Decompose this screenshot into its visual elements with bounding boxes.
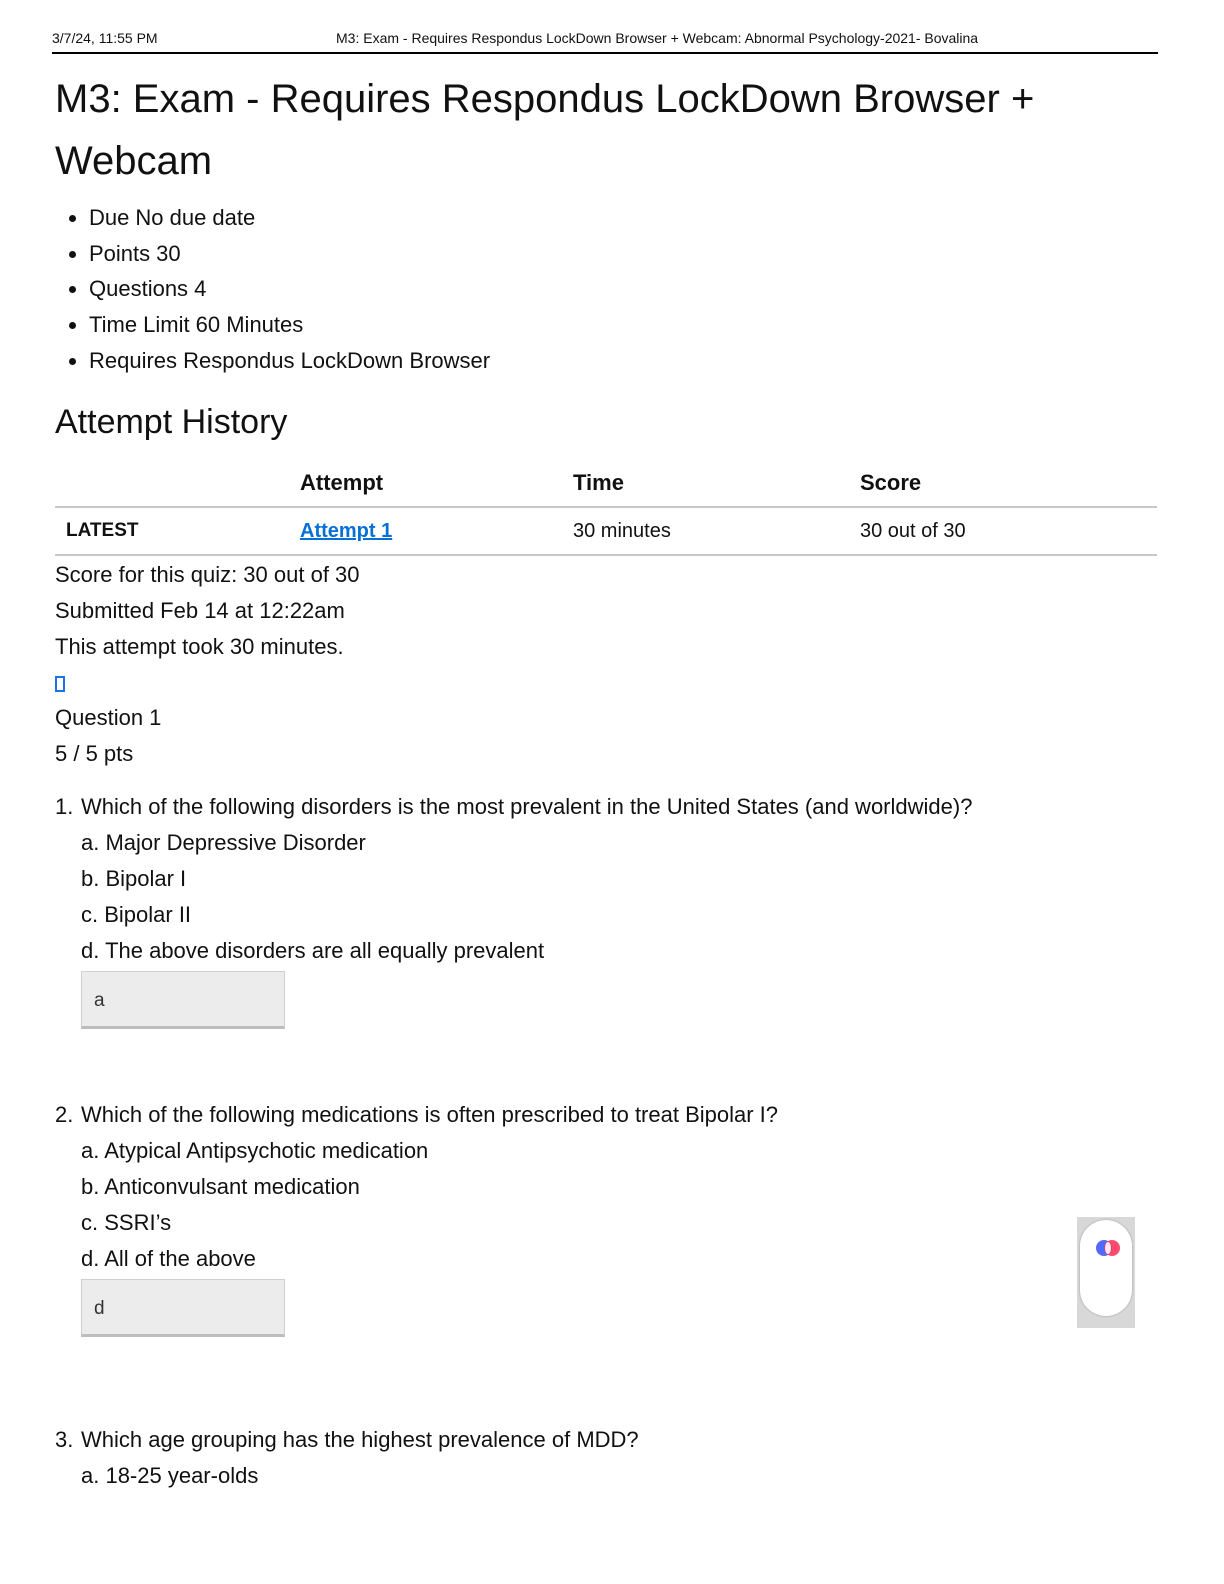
option-d: d. All of the above <box>81 1246 256 1271</box>
detail-label: Questions <box>89 276 189 302</box>
latest-tag: LATEST <box>55 507 300 555</box>
option-c: c. SSRI’s <box>81 1210 172 1235</box>
question-label: Question 1 <box>55 705 162 730</box>
floating-assistant-widget[interactable] <box>1077 1217 1135 1328</box>
column-header-attempt: Attempt <box>300 460 573 507</box>
attempt-time: 30 minutes <box>573 507 860 555</box>
option-c: c. Bipolar II <box>81 902 192 927</box>
detail-value: 4 <box>194 276 207 302</box>
flag-question-icon[interactable] <box>55 676 65 692</box>
detail-lockdown <box>55 343 490 379</box>
question-text <box>55 789 972 825</box>
print-title: M3: Exam - Requires Respondus LockDown Browser + Webcam: Abnormal Psychology-2021- Bovalina <box>336 30 979 46</box>
widget-pill[interactable] <box>1080 1220 1132 1316</box>
option-a: a. 18-25 year-olds <box>81 1463 259 1488</box>
question-text <box>55 1422 639 1458</box>
detail-time-limit <box>55 307 490 343</box>
option-b: b. Anticonvulsant medication <box>81 1174 360 1199</box>
option-a: a. Atypical Antipsychotic medication <box>81 1138 429 1163</box>
header-rule <box>52 52 1158 54</box>
column-header-score: Score <box>860 460 1157 507</box>
option-b: b. Bipolar I <box>81 866 187 891</box>
attempt-1-link[interactable]: Attempt 1 <box>300 519 393 542</box>
question-prompt: Which age grouping has the highest prevalence of MDD? <box>81 1427 639 1452</box>
page-title: M3: Exam - Requires Respondus LockDown Browser + Webcam <box>55 77 1035 183</box>
print-date: 3/7/24, 11:55 PM <box>52 30 158 46</box>
detail-label: Points <box>89 240 151 266</box>
table-row <box>55 507 1157 555</box>
question-text <box>55 1097 778 1133</box>
question-prompt: Which of the following disorders is the most prevalent in the United States (and worldwide)? <box>81 794 973 819</box>
column-header-time: Time <box>573 460 860 507</box>
detail-value: 60 Minutes <box>195 312 304 338</box>
answer-field[interactable]: a <box>81 971 285 1029</box>
submitted-text: Submitted Feb 14 at 12:22am <box>55 598 345 623</box>
question-2 <box>55 1097 778 1337</box>
print-header <box>52 28 1158 50</box>
detail-value: 30 <box>156 240 181 266</box>
option-a: a. Major Depressive Disorder <box>81 830 366 855</box>
attempt-summary <box>55 557 360 665</box>
detail-due <box>55 200 490 236</box>
question-3 <box>55 1422 639 1494</box>
detail-value: Requires Respondus LockDown Browser <box>89 347 491 373</box>
option-d: d. The above disorders are all equally prevalent <box>81 938 545 963</box>
answer-field[interactable]: d <box>81 1279 285 1337</box>
assistant-logo-icon <box>1094 1237 1122 1259</box>
question-number: 1. <box>55 794 74 819</box>
question-header <box>55 700 161 772</box>
quiz-details <box>55 200 490 378</box>
attempt-history-title: Attempt History <box>55 403 288 441</box>
duration-text: This attempt took 30 minutes. <box>55 634 344 659</box>
question-prompt: Which of the following medications is often prescribed to treat Bipolar I? <box>81 1102 779 1127</box>
attempt-score: 30 out of 30 <box>860 507 1157 555</box>
question-points: 5 / 5 pts <box>55 741 134 766</box>
attempt-history-table <box>55 460 1157 556</box>
question-number: 3. <box>55 1427 74 1452</box>
question-1 <box>55 789 972 1029</box>
detail-questions <box>55 271 490 307</box>
detail-value: No due date <box>135 205 256 230</box>
detail-label: Time Limit <box>89 312 190 338</box>
column-header <box>55 460 300 507</box>
detail-points <box>55 236 490 272</box>
table-header-row <box>55 460 1157 507</box>
detail-label: Due <box>89 205 130 230</box>
score-text: Score for this quiz: 30 out of 30 <box>55 562 360 587</box>
question-number: 2. <box>55 1102 74 1127</box>
